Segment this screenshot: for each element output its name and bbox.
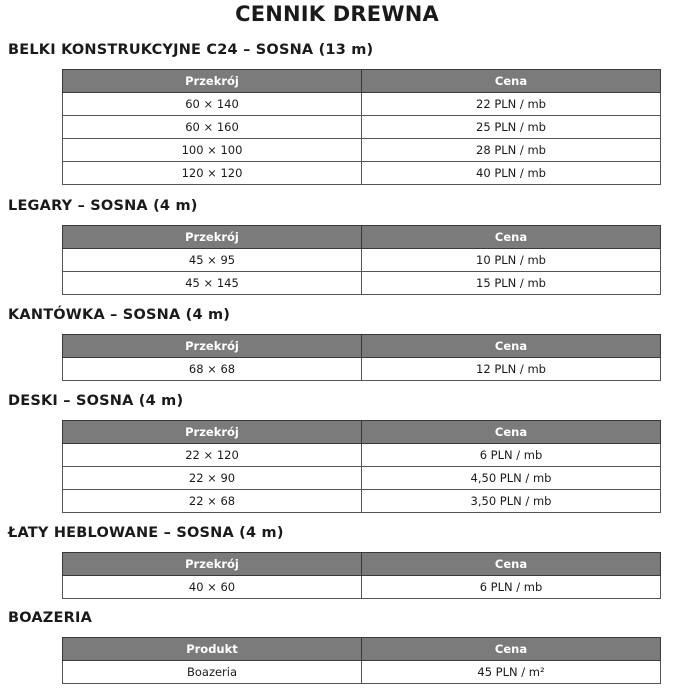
column-header-price: Cena: [362, 70, 661, 93]
table-row: [63, 444, 661, 467]
table-row: [63, 661, 661, 684]
cell-price: 3,50 PLN / mb: [362, 490, 661, 513]
column-header-section: Przekrój: [63, 70, 362, 93]
table-row: [63, 139, 661, 162]
table-row: [63, 576, 661, 599]
cell-section: 40 × 60: [63, 576, 362, 599]
cell-section: 60 × 160: [63, 116, 362, 139]
price-table-deski: [62, 420, 661, 513]
column-header-section: Przekrój: [63, 335, 362, 358]
cell-price: 12 PLN / mb: [362, 358, 661, 381]
section-title: BELKI KONSTRUKCYJNE C24 – SOSNA (13 m): [8, 42, 374, 58]
table-header-row: [63, 335, 661, 358]
table-row: [63, 490, 661, 513]
cell-price: 15 PLN / mb: [362, 272, 661, 295]
cell-section: 45 × 95: [63, 249, 362, 272]
price-table-legary: [62, 225, 661, 295]
column-header-price: Cena: [362, 421, 661, 444]
cell-product: Boazeria: [63, 661, 362, 684]
price-table-boazeria: [62, 637, 661, 684]
cell-price: 28 PLN / mb: [362, 139, 661, 162]
section-title: ŁATY HEBLOWANE – SOSNA (4 m): [8, 525, 284, 541]
cell-price: 6 PLN / mb: [362, 444, 661, 467]
table-row: [63, 116, 661, 139]
column-header-product: Produkt: [63, 638, 362, 661]
cell-section: 120 × 120: [63, 162, 362, 185]
cell-price: 22 PLN / mb: [362, 93, 661, 116]
table-header-row: [63, 70, 661, 93]
table-header-row: [63, 226, 661, 249]
column-header-price: Cena: [362, 553, 661, 576]
column-header-price: Cena: [362, 335, 661, 358]
cell-price: 10 PLN / mb: [362, 249, 661, 272]
cell-section: 22 × 68: [63, 490, 362, 513]
section-title: KANTÓWKA – SOSNA (4 m): [8, 307, 231, 323]
table-row: [63, 272, 661, 295]
cell-price: 45 PLN / m²: [362, 661, 661, 684]
cell-section: 68 × 68: [63, 358, 362, 381]
table-header-row: [63, 421, 661, 444]
table-row: [63, 162, 661, 185]
section-title: BOAZERIA: [8, 610, 93, 626]
column-header-section: Przekrój: [63, 553, 362, 576]
column-header-section: Przekrój: [63, 421, 362, 444]
page-title: CENNIK DREWNA: [235, 2, 439, 26]
cell-price: 25 PLN / mb: [362, 116, 661, 139]
price-table-laty: [62, 552, 661, 599]
cell-section: 60 × 140: [63, 93, 362, 116]
price-table-belki: [62, 69, 661, 185]
cell-section: 100 × 100: [63, 139, 362, 162]
table-header-row: [63, 638, 661, 661]
cell-price: 40 PLN / mb: [362, 162, 661, 185]
section-title: LEGARY – SOSNA (4 m): [8, 198, 198, 214]
column-header-price: Cena: [362, 226, 661, 249]
cell-price: 6 PLN / mb: [362, 576, 661, 599]
table-header-row: [63, 553, 661, 576]
cell-section: 45 × 145: [63, 272, 362, 295]
cell-section: 22 × 120: [63, 444, 362, 467]
cell-section: 22 × 90: [63, 467, 362, 490]
price-table-kantowka: [62, 334, 661, 381]
table-row: [63, 93, 661, 116]
table-row: [63, 467, 661, 490]
table-row: [63, 358, 661, 381]
section-title: DESKI – SOSNA (4 m): [8, 393, 184, 409]
column-header-price: Cena: [362, 638, 661, 661]
column-header-section: Przekrój: [63, 226, 362, 249]
table-row: [63, 249, 661, 272]
cell-price: 4,50 PLN / mb: [362, 467, 661, 490]
